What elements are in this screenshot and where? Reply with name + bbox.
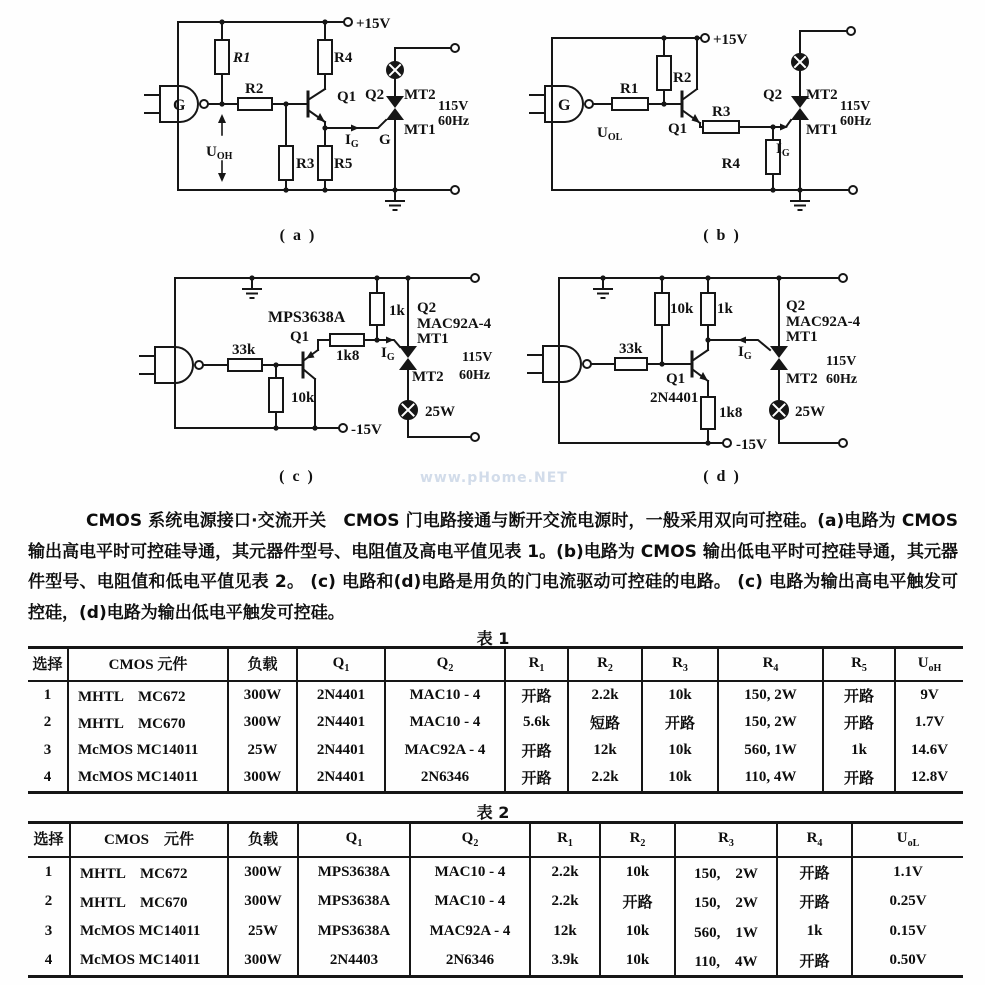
resistor-1k-c — [370, 278, 384, 340]
gate-label-a: G — [173, 97, 186, 114]
t1-h-select: 选择 — [32, 656, 63, 673]
t1-h-r1: $R_1$ — [505, 648, 568, 681]
watermark: www.pHome.NET — [420, 470, 568, 486]
r2-label-b: R2 — [673, 70, 692, 86]
t1-h-r3: $R_3$ — [642, 648, 718, 681]
q2-label-d: Q2 — [786, 298, 806, 314]
transistor-q1-c — [303, 340, 318, 428]
resistor-r1-a — [215, 22, 229, 104]
ac-freq-d: 60Hz — [826, 372, 858, 387]
resistor-1k8-d — [701, 397, 715, 443]
resistor-10k-c — [269, 365, 283, 428]
ac-voltage-b: 115V — [840, 99, 871, 114]
r3-label-b: R3 — [712, 104, 731, 120]
q2-label-a: Q2 — [365, 87, 385, 103]
table1-row: 3 McMOS MC14011 25W 2N4401 MAC92A - 4 开路 12k 10k 560, 1W 1k 14.6V — [28, 737, 963, 765]
ig-label-c: $I_G$ — [381, 345, 395, 363]
r5-label-a: R5 — [334, 156, 353, 172]
uoh-arrows-a — [218, 114, 226, 182]
ac-terminal-top-d — [839, 274, 847, 282]
gate-label-b: G — [558, 97, 571, 114]
q2-type-label-d: MAC92A-4 — [786, 314, 861, 330]
mt1-label-d: MT1 — [786, 329, 818, 345]
t2-h-r3: $R_3$ — [675, 823, 777, 857]
resistor-r2-a — [222, 98, 308, 110]
caption-d: ( d ) — [703, 468, 741, 485]
supply-label-d: -15V — [736, 437, 767, 453]
r1-label-b: R1 — [620, 81, 639, 97]
r2-label-a: R2 — [245, 81, 264, 97]
t1-h-r5: $R_5$ — [823, 648, 895, 681]
r33k-label-c: 33k — [232, 342, 256, 358]
q1-label-d: Q1 — [666, 371, 686, 387]
resistor-1k8-c — [318, 334, 377, 346]
t2-h-cmos: CMOS 元件 — [70, 823, 228, 857]
resistor-r3-b — [700, 121, 773, 133]
circuit-diagrams — [0, 0, 985, 492]
resistor-r2-b — [657, 38, 671, 104]
table2-row: 2 MHTL MC670 300W MPS3638A MAC10 - 4 2.2k 开路 150, 2W 开路 0.25V — [28, 887, 963, 917]
transistor-q1-d — [692, 340, 708, 397]
r33k-label-d: 33k — [619, 341, 643, 357]
ac-voltage-d: 115V — [826, 354, 857, 369]
ground-b — [791, 190, 809, 210]
table2-header-row — [28, 823, 963, 857]
resistor-10k-d — [655, 278, 669, 364]
ig-label-a: $I_G$ — [345, 132, 359, 150]
table2-row: 3 McMOS MC14011 25W MPS3638A MAC92A - 4 12k 10k 560, 1W 1k 0.15V — [28, 917, 963, 947]
mt1-label-c: MT1 — [417, 331, 449, 347]
ac-terminal-top-a — [451, 44, 459, 52]
ig-label-d: $I_G$ — [738, 344, 752, 362]
r1k-label-d: 1k — [717, 301, 733, 317]
ac-terminal-top-b — [847, 27, 855, 35]
r1-label-a: R1 — [233, 50, 251, 66]
t1-h-uoh: $U_{oH}$ — [895, 648, 963, 681]
q1-label-b: Q1 — [668, 121, 688, 137]
nand-gate-c — [140, 347, 228, 383]
ground-c — [243, 278, 261, 298]
t1-h-r2: $R_2$ — [568, 648, 642, 681]
caption-c: ( c ) — [279, 468, 315, 485]
ac-voltage-a: 115V — [438, 99, 469, 114]
ig-label-b: $I_G$ — [776, 141, 790, 159]
t2-h-q1: $Q_1$ — [298, 823, 410, 857]
lamp-b — [792, 31, 847, 70]
t1-h-r4: $R_4$ — [718, 648, 823, 681]
lamp-label-c: 25W — [425, 404, 455, 420]
nand-gate-d — [528, 346, 615, 382]
t2-h-load: 负载 — [228, 823, 298, 857]
q1-label-c: Q1 — [290, 329, 310, 345]
resistor-33k-c — [228, 359, 303, 371]
description-paragraph — [28, 506, 958, 628]
supply-label-c: -15V — [351, 422, 382, 438]
q2-label-b: Q2 — [763, 87, 783, 103]
q2-label-c: Q2 — [417, 300, 437, 316]
ac-freq-b: 60Hz — [840, 114, 872, 129]
resistor-r1-b — [612, 98, 664, 110]
gate-wire-a — [325, 120, 386, 132]
circuit-c — [140, 274, 492, 485]
mt2-label-d: MT2 — [786, 371, 818, 387]
resistor-33k-d — [615, 358, 692, 370]
transistor-q1-a — [308, 89, 325, 128]
circuit-d — [528, 274, 861, 485]
ground-d — [594, 278, 612, 298]
mt1-label-b: MT1 — [806, 122, 838, 138]
mt2-label-b: MT2 — [806, 87, 838, 103]
r4-label-b: R4 — [721, 156, 740, 172]
r1k8-label-c: 1k8 — [336, 348, 360, 364]
r10k-label-d: 10k — [670, 301, 694, 317]
resistor-r5-a — [318, 128, 332, 190]
table1-row: 4 McMOS MC14011 300W 2N4401 2N6346 开路 2.2k 10k 110, 4W 开路 12.8V — [28, 765, 963, 793]
gate-wire-b — [773, 120, 791, 131]
t1-h-cmos: CMOS 元件 — [68, 648, 228, 681]
table1-row: 1 MHTL MC672 300W 2N4401 MAC10 - 4 开路 2.2k 10k 150, 2W 开路 9V — [28, 681, 963, 709]
t2-h-uol: $U_{oL}$ — [852, 823, 963, 857]
table1-caption: 表 1 — [476, 629, 510, 648]
table1-header-row — [28, 648, 963, 681]
ac-terminal-bottom-d — [839, 439, 847, 447]
minus15v-terminal-d — [723, 439, 731, 447]
table1 — [28, 646, 963, 794]
t1-h-load: 负载 — [228, 648, 297, 681]
circuit-a — [145, 16, 469, 244]
description-body: CMOS 门电路接通与断开交流电源时，一般采用双向可控硅。(a)电路为 CMOS 输出高电平时可控硅导通，其元器件型号、电阻值及高电平值见表 1。(b)电路为 CMOS 输出低电平时可控硅导通，其元器件型号、电阻值和低电平值见表 2。 (c) 电路和(d)电路是用负的门电流驱动可控硅的电路。 (c) 电路为输出高电平触发可控硅，(d)电路为输出低电平触发可控硅。 — [28, 511, 958, 623]
mt2-label-c: MT2 — [412, 369, 444, 385]
q1-type-label-d: 2N4401 — [650, 390, 699, 406]
t2-h-r4: $R_4$ — [777, 823, 852, 857]
description-heading: CMOS 系统电源接口·交流开关 — [86, 511, 327, 531]
ac-terminal-bottom-c — [471, 433, 479, 441]
ground-a — [386, 190, 404, 210]
ac-freq-a: 60Hz — [438, 114, 470, 129]
plus15v-terminal-b — [701, 34, 709, 42]
table2 — [28, 821, 963, 978]
t2-h-select: 选择 — [33, 832, 64, 849]
r3-label-a: R3 — [296, 156, 315, 172]
table1-row: 2 MHTL MC670 300W 2N4401 MAC10 - 4 5.6k 短路 开路 150, 2W 开路 1.7V — [28, 709, 963, 737]
table2-row: 4 McMOS MC14011 300W 2N4403 2N6346 3.9k 10k 110, 4W 开路 0.50V — [28, 947, 963, 977]
gate-terminal-label-a: G — [379, 132, 391, 148]
lamp-label-d: 25W — [795, 404, 825, 420]
t2-h-r2: $R_2$ — [600, 823, 675, 857]
mt1-label-a: MT1 — [404, 122, 436, 138]
nand-gate-b — [530, 86, 612, 122]
table2-caption: 表 2 — [476, 803, 510, 822]
r1k-label-c: 1k — [389, 303, 405, 319]
t1-h-q1: $Q_1$ — [297, 648, 385, 681]
r1k8-label-d: 1k8 — [719, 405, 743, 421]
lamp-a — [387, 48, 451, 78]
uoh-label-a: $U_{OH}$ — [206, 144, 233, 162]
resistor-r4-a — [318, 22, 332, 89]
resistor-r3-a — [279, 104, 293, 190]
mt2-label-a: MT2 — [404, 87, 436, 103]
q2-type-label-c: MAC92A-4 — [417, 316, 492, 332]
ac-terminal-bottom-a — [451, 186, 459, 194]
circuit-b — [530, 27, 871, 244]
caption-b: ( b ) — [703, 227, 741, 244]
minus15v-terminal-c — [339, 424, 347, 432]
table2-row: 1 MHTL MC672 300W MPS3638A MAC10 - 4 2.2k 10k 150, 2W 开路 1.1V — [28, 857, 963, 887]
r4-label-a: R4 — [334, 50, 353, 66]
supply-label-a: +15V — [356, 16, 391, 32]
r10k-label-c: 10k — [291, 390, 315, 406]
ac-freq-c: 60Hz — [459, 368, 491, 383]
uol-label-b: $U_{OL}$ — [597, 125, 623, 143]
ac-terminal-bottom-b — [849, 186, 857, 194]
ac-terminal-top-c — [471, 274, 479, 282]
t2-h-r1: $R_1$ — [530, 823, 600, 857]
t2-h-q2: $Q_2$ — [410, 823, 530, 857]
caption-a: ( a ) — [279, 227, 317, 244]
plus15v-terminal-a — [344, 18, 352, 26]
q1-label-a: Q1 — [337, 89, 357, 105]
supply-label-b: +15V — [713, 32, 748, 48]
t1-h-q2: $Q_2$ — [385, 648, 505, 681]
ac-voltage-c: 115V — [462, 350, 493, 365]
resistor-r4-b — [766, 127, 780, 190]
resistor-1k-d — [701, 278, 715, 340]
q1-type-label-c: MPS3638A — [268, 309, 346, 326]
